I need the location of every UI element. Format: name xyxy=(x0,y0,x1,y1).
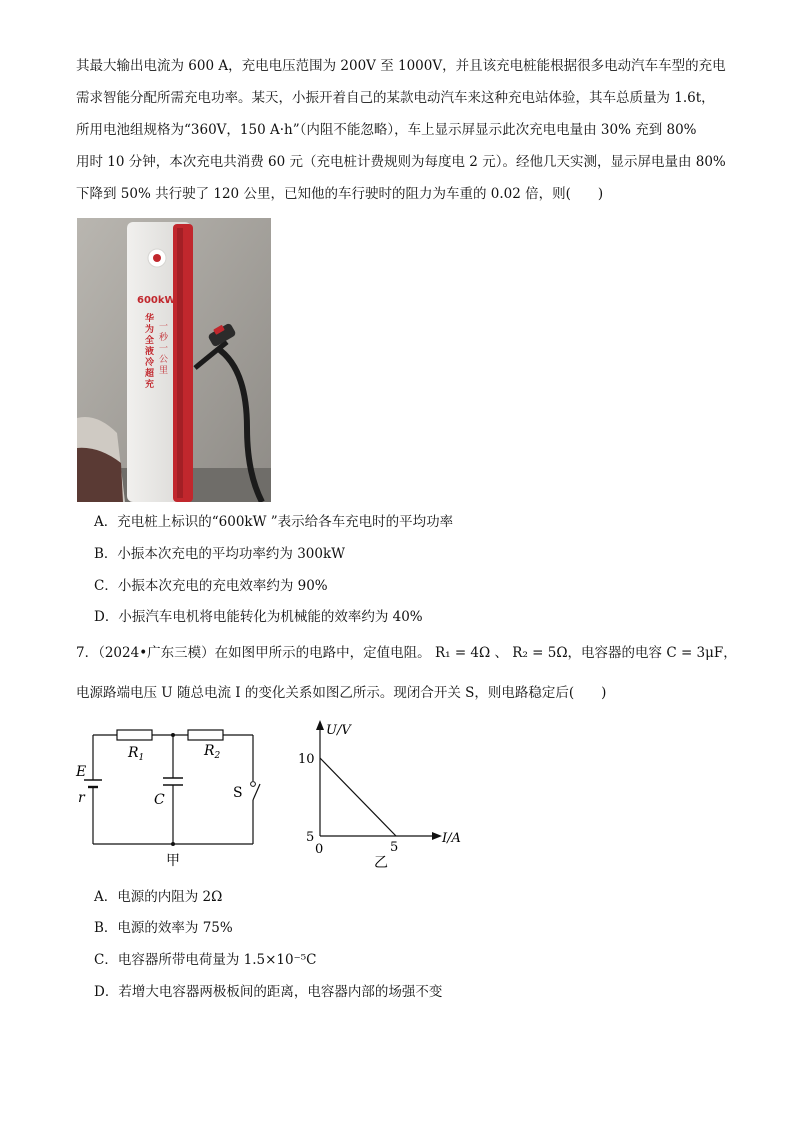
slogan-char: 液 xyxy=(145,347,155,357)
q6-line-4: 用时 10 分钟，本次充电共消费 60 元（充电桩计费规则为每度电 2 元）。经他几天实测，显示屏电量由 80% xyxy=(76,154,726,170)
slogan-right xyxy=(159,322,171,377)
q6-option-b[interactable]: B．小振本次充电的平均功率约为 300kW xyxy=(94,546,346,562)
q7-option-b[interactable]: B．电源的效率为 75% xyxy=(94,920,233,936)
q6-line-1: 其最大输出电流为 600 A，充电电压范围为 200V 至 1000V，并且该充电桩能根据很多电动汽车车型的充电 xyxy=(76,58,726,74)
label-c: C xyxy=(154,792,165,808)
q6-option-a[interactable]: A．充电桩上标识的“600kW ”表示给各车充电时的平均功率 xyxy=(94,514,454,530)
label-r2: $R_2$ xyxy=(204,743,221,761)
x-axis-label: I/A xyxy=(442,831,461,846)
slogan-char: 公 xyxy=(159,355,169,365)
slogan-char: 冷 xyxy=(145,358,155,368)
q6-line-5: 下降到 50% 共行驶了 120 公里，已知他的车行驶时的阻力为车重的 0.02 倍，则( ) xyxy=(76,186,604,202)
slogan-char: 充 xyxy=(145,380,155,390)
q7-line-1: 7．（2024•广东三模）在如图甲所示的电路中，定值电阻。 R₁ = 4Ω 、 R₂ = 5Ω，电容器的电容 C = 3μF， xyxy=(76,645,737,661)
y-axis-label: U/V xyxy=(326,723,351,738)
q7-option-d[interactable]: D．若增大电容器两极板间的距离，电容器内部的场强不变 xyxy=(94,984,443,1000)
y-tick-10: 10 xyxy=(298,752,315,767)
ui-line xyxy=(320,758,396,836)
slogan-char: 超 xyxy=(145,369,155,379)
q6-option-d[interactable]: D．小振汽车电机将电能转化为机械能的效率约为 40% xyxy=(94,609,423,625)
label-s: S xyxy=(233,785,243,801)
slogan-char: 一 xyxy=(159,322,169,332)
resistor-r1 xyxy=(117,730,152,740)
slogan-char: 里 xyxy=(159,366,169,376)
resistor-r2 xyxy=(188,730,223,740)
circuit-caption: 甲 xyxy=(166,853,180,869)
q7-option-a[interactable]: A．电源的内阻为 2Ω xyxy=(94,889,223,905)
q7-line-2: 电源路端电压 U 随总电流 I 的变化关系如图乙所示。现闭合开关 S，则电路稳定后( ) xyxy=(76,685,607,701)
junction-dot-bottom xyxy=(171,842,175,846)
y-tick-5: 5 xyxy=(306,830,315,845)
slogan-char: 为 xyxy=(145,325,155,335)
graph-caption: 乙 xyxy=(374,855,388,871)
slogan-char: 秒 xyxy=(159,333,169,343)
q6-line-3: 所用电池组规格为“360V，150 A·h”（内阻不能忽略），车上显示屏显示此次充电电量由 30% 充到 80% xyxy=(76,122,697,138)
junction-dot-top xyxy=(171,733,175,737)
x-tick-5: 5 xyxy=(390,840,399,855)
x-axis-arrow xyxy=(432,832,442,840)
label-r: r xyxy=(78,790,85,806)
slogan-char: 华 xyxy=(145,314,155,324)
q7-option-c[interactable]: C．电容器所带电荷量为 1.5×10⁻⁵C xyxy=(94,952,317,968)
slogan-char: 一 xyxy=(159,344,169,354)
q6-line-2: 需求智能分配所需充电功率。某天，小振开着自己的某款电动汽车来这种充电站体验，其车总质量为 1.6t， xyxy=(76,90,715,106)
origin-label: 0 xyxy=(315,842,324,857)
ui-graph xyxy=(296,716,476,874)
charging-station-photo xyxy=(77,218,271,502)
switch-contact xyxy=(251,782,256,787)
circuit-diagram xyxy=(70,718,270,870)
label-r1: $R_1$ xyxy=(128,745,145,763)
label-e: E xyxy=(76,764,87,780)
q6-option-c[interactable]: C．小振本次充电的充电效率约为 90% xyxy=(94,578,328,594)
power-label: 600kW xyxy=(137,295,176,306)
y-axis-arrow xyxy=(316,720,324,730)
slogan-left xyxy=(145,314,157,391)
slogan-char: 全 xyxy=(145,336,155,346)
